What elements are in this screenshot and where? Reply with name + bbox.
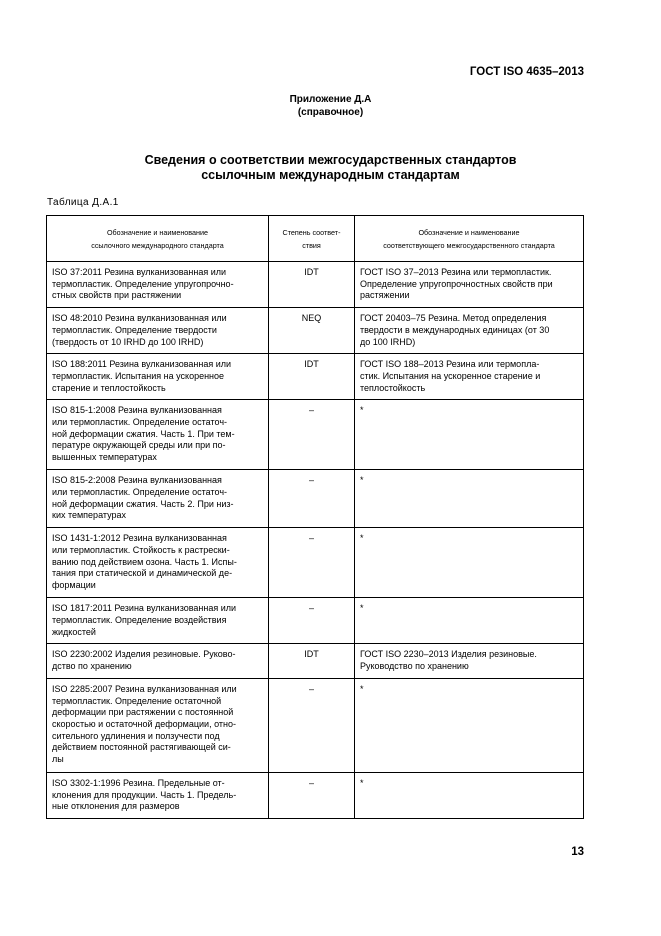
table-row xyxy=(47,772,584,818)
annex-heading xyxy=(0,93,661,119)
cell-international-standard xyxy=(47,400,269,470)
cell-international-standard xyxy=(47,678,269,772)
cell-line: ISO 815-2:2008 Резина вулканизованная xyxy=(52,475,222,486)
cell-line: или термопластик. Определение остаточ- xyxy=(52,417,228,428)
section-title xyxy=(0,153,661,183)
cell-line: ной деформации сжатия. Часть 2. При низ- xyxy=(52,498,234,509)
header-line: Степень соответ- xyxy=(282,228,341,237)
table-header-row xyxy=(47,216,584,262)
cell-line: дство по хранению xyxy=(52,661,132,672)
cell-degree: IDT xyxy=(269,262,355,308)
cell-degree: – xyxy=(269,528,355,598)
cell-line: ГОСТ ISO 2230–2013 Изделия резиновые. xyxy=(360,649,537,660)
cell-line: сительного удлинения и ползучести под xyxy=(52,730,220,741)
cell-interstate-standard xyxy=(355,470,584,528)
cell-line: жидкостей xyxy=(52,626,96,637)
table-row xyxy=(47,262,584,308)
header-international-standard xyxy=(47,216,269,262)
cell-interstate-standard xyxy=(355,772,584,818)
header-line: соответствующего межгосударственного стандарта xyxy=(383,241,555,250)
cell-line: ISO 3302-1:1996 Резина. Предельные от- xyxy=(52,777,225,788)
table-row xyxy=(47,598,584,644)
cell-interstate-standard xyxy=(355,644,584,678)
cell-line: Определение упругопрочностных свойств при xyxy=(360,278,553,289)
cell-line: * xyxy=(360,603,364,614)
cell-degree: – xyxy=(269,678,355,772)
header-line: Обозначение и наименование xyxy=(106,228,209,237)
cell-interstate-standard xyxy=(355,400,584,470)
cell-line: ISO 188:2011 Резина вулканизованная или xyxy=(52,359,232,370)
cell-degree: IDT xyxy=(269,354,355,400)
table-label: Таблица Д.А.1 xyxy=(47,197,119,208)
cell-international-standard xyxy=(47,470,269,528)
table-row xyxy=(47,308,584,354)
cell-line: ные отклонения для размеров xyxy=(52,801,180,812)
cell-line: ISO 815-1:2008 Резина вулканизованная xyxy=(52,405,222,416)
cell-line: Руководство по хранению xyxy=(360,661,469,672)
cell-line: * xyxy=(360,683,364,694)
header-line: ствия xyxy=(302,241,321,250)
table-row xyxy=(47,644,584,678)
cell-interstate-standard xyxy=(355,308,584,354)
header-interstate-standard xyxy=(355,216,584,262)
table-row xyxy=(47,470,584,528)
cell-line: ких температурах xyxy=(52,510,127,521)
cell-international-standard xyxy=(47,528,269,598)
table-row xyxy=(47,354,584,400)
annex-title: Приложение Д.А xyxy=(289,94,372,105)
document-code: ГОСТ ISO 4635–2013 xyxy=(469,66,584,78)
cell-interstate-standard xyxy=(355,354,584,400)
cell-line: ISO 48:2010 Резина вулканизованная или xyxy=(52,313,227,324)
cell-degree: – xyxy=(269,400,355,470)
cell-line: стных свойств при растяжении xyxy=(52,290,182,301)
cell-line: стик. Испытания на ускоренное старение и xyxy=(360,370,541,381)
cell-line: растяжении xyxy=(360,290,410,301)
cell-degree: IDT xyxy=(269,644,355,678)
cell-line: ГОСТ ISO 188–2013 Резина или термопла- xyxy=(360,359,540,370)
table-body xyxy=(47,262,584,819)
cell-line: тания при статической и динамической де- xyxy=(52,568,233,579)
cell-line: деформации при растяжении с постоянной xyxy=(52,707,234,718)
cell-line: ной деформации сжатия. Часть 1. При тем- xyxy=(52,428,235,439)
cell-line: ГОСТ 20403–75 Резина. Метод определения xyxy=(360,313,547,324)
cell-line: ISO 1817:2011 Резина вулканизованная или xyxy=(52,603,237,614)
cell-international-standard xyxy=(47,772,269,818)
cell-line: термопластик. Определение воздействия xyxy=(52,615,227,626)
cell-line: твердости в международных единицах (от 30 xyxy=(360,324,550,335)
page-number: 13 xyxy=(571,846,584,858)
section-title-line-1: Сведения о соответствии межгосударственных стандартов xyxy=(144,153,517,167)
cell-line: или термопластик. Определение остаточ- xyxy=(52,487,228,498)
cell-degree: – xyxy=(269,772,355,818)
cell-line: * xyxy=(360,777,364,788)
cell-line: ISO 37:2011 Резина вулканизованная или xyxy=(52,267,227,277)
cell-line: ГОСТ ISO 37–2013 Резина или термопластик. xyxy=(360,267,552,277)
table-row xyxy=(47,678,584,772)
cell-degree: – xyxy=(269,470,355,528)
cell-line: (твердость от 10 IRHD до 100 IRHD) xyxy=(52,336,204,347)
cell-line: клонения для продукции. Часть 1. Предель- xyxy=(52,789,237,800)
cell-line: термопластик. Определение упругопрочно- xyxy=(52,278,234,289)
cell-interstate-standard xyxy=(355,528,584,598)
cell-interstate-standard xyxy=(355,262,584,308)
cell-line: старение и теплостойкость xyxy=(52,382,166,393)
cell-line: формации xyxy=(52,580,96,591)
correspondence-table xyxy=(46,215,584,819)
cell-line: термопластик. Определение остаточной xyxy=(52,695,222,706)
cell-degree: NEQ xyxy=(269,308,355,354)
cell-line: теплостойкость xyxy=(360,382,426,393)
cell-line: * xyxy=(360,405,364,416)
cell-interstate-standard xyxy=(355,678,584,772)
cell-line: до 100 IRHD) xyxy=(360,336,416,347)
cell-international-standard xyxy=(47,644,269,678)
cell-line: * xyxy=(360,533,364,544)
header-line: Обозначение и наименование xyxy=(418,228,520,237)
header-line: ссылочного международного стандарта xyxy=(91,241,224,250)
cell-international-standard xyxy=(47,598,269,644)
table-row xyxy=(47,400,584,470)
cell-line: * xyxy=(360,475,364,486)
cell-line: действием постоянной растягивающей си- xyxy=(52,742,231,753)
cell-line: ISO 1431-1:2012 Резина вулканизованная xyxy=(52,533,227,544)
cell-interstate-standard xyxy=(355,598,584,644)
cell-line: термопластик. Определение твердости xyxy=(52,324,217,335)
cell-line: термопластик. Испытания на ускоренное xyxy=(52,370,225,381)
cell-line: ISO 2285:2007 Резина вулканизованная или xyxy=(52,683,237,694)
table-row xyxy=(47,528,584,598)
cell-international-standard xyxy=(47,308,269,354)
header-degree xyxy=(269,216,355,262)
cell-line: ISO 2230:2002 Изделия резиновые. Руково- xyxy=(52,649,236,660)
cell-line: ванию под действием озона. Часть 1. Испы- xyxy=(52,556,237,567)
cell-line: вышенных температурах xyxy=(52,452,157,463)
cell-international-standard xyxy=(47,354,269,400)
cell-degree: – xyxy=(269,598,355,644)
cell-line: или термопластик. Стойкость к растрески- xyxy=(52,545,230,556)
cell-international-standard xyxy=(47,262,269,308)
annex-subtitle: (справочное) xyxy=(297,107,364,118)
cell-line: пературе окружающей среды или при по- xyxy=(52,440,226,451)
section-title-line-2: ссылочным международным стандартам xyxy=(201,168,460,182)
cell-line: скоростью и остаточной деформации, отно- xyxy=(52,718,236,729)
cell-line: лы xyxy=(52,754,64,765)
